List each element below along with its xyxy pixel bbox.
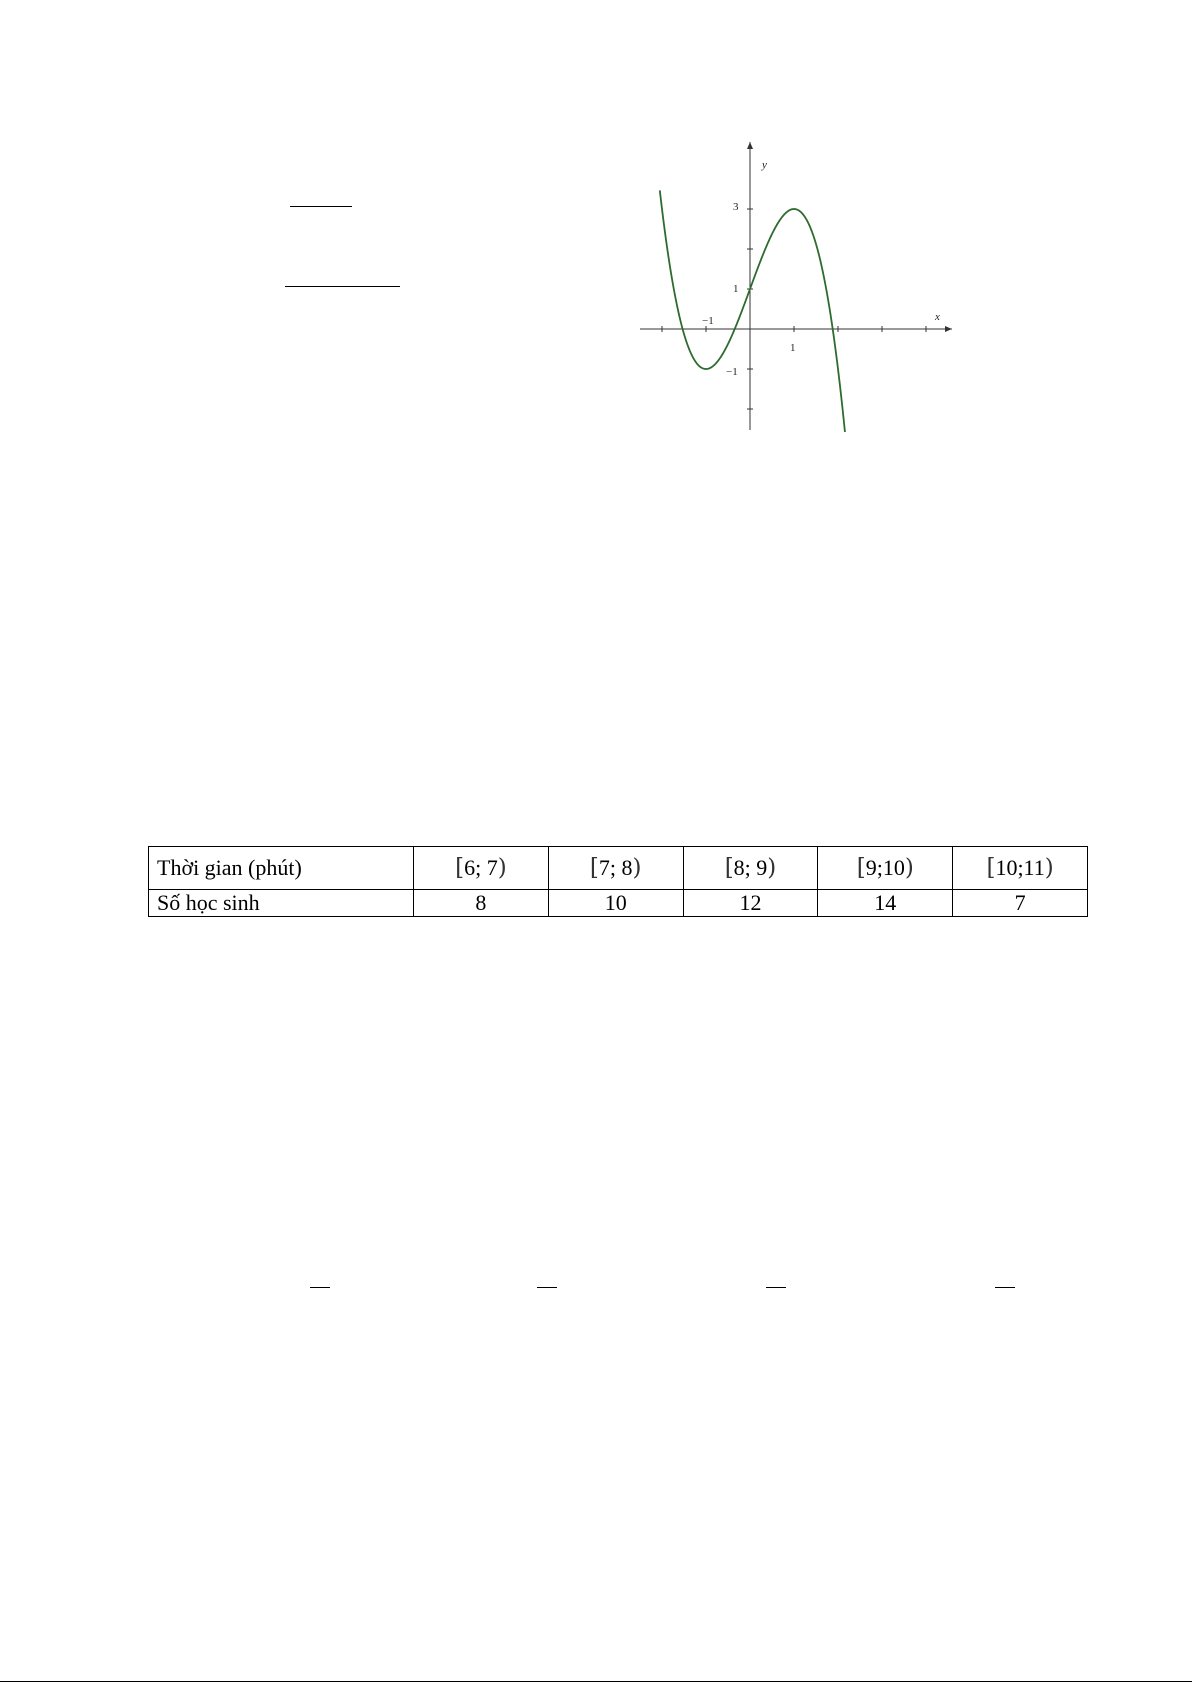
fraction-bar-2 [285,286,400,287]
count-cell: 10 [548,890,683,917]
y-tick-1: 1 [733,283,739,295]
fraction-bar-a [310,1287,330,1288]
fraction-bar-1 [290,206,352,207]
table-header-cell: Thời gian (phút) [149,847,414,890]
interval-cell: [8; 9) [683,847,818,890]
count-cell: 8 [414,890,549,917]
cubic-curve [660,190,846,432]
count-cell: 7 [953,890,1088,917]
interval-cell: [7; 8) [548,847,683,890]
row-label-cell: Số học sinh [149,890,414,917]
interval-cell: [6; 7) [414,847,549,890]
fraction-bar-c [766,1287,786,1288]
y-axis-label: y [762,159,767,171]
function-graph [630,140,956,432]
count-cell: 12 [683,890,818,917]
table-row [149,890,1088,917]
fraction-bar-b [537,1287,557,1288]
interval-cell: [10;11) [953,847,1088,890]
x-tick-minus-1: −1 [702,315,714,327]
interval-cell: [9;10) [818,847,953,890]
frequency-table [148,846,1088,917]
y-tick-3: 3 [733,201,739,213]
x-axis-label: x [935,311,940,323]
y-tick-minus-1: −1 [726,366,738,378]
axis-arrows [747,142,952,332]
page-bottom-rule [0,1681,1192,1682]
count-cell: 14 [818,890,953,917]
table-row [149,847,1088,890]
fraction-bar-d [995,1287,1015,1288]
x-tick-1: 1 [790,342,796,354]
